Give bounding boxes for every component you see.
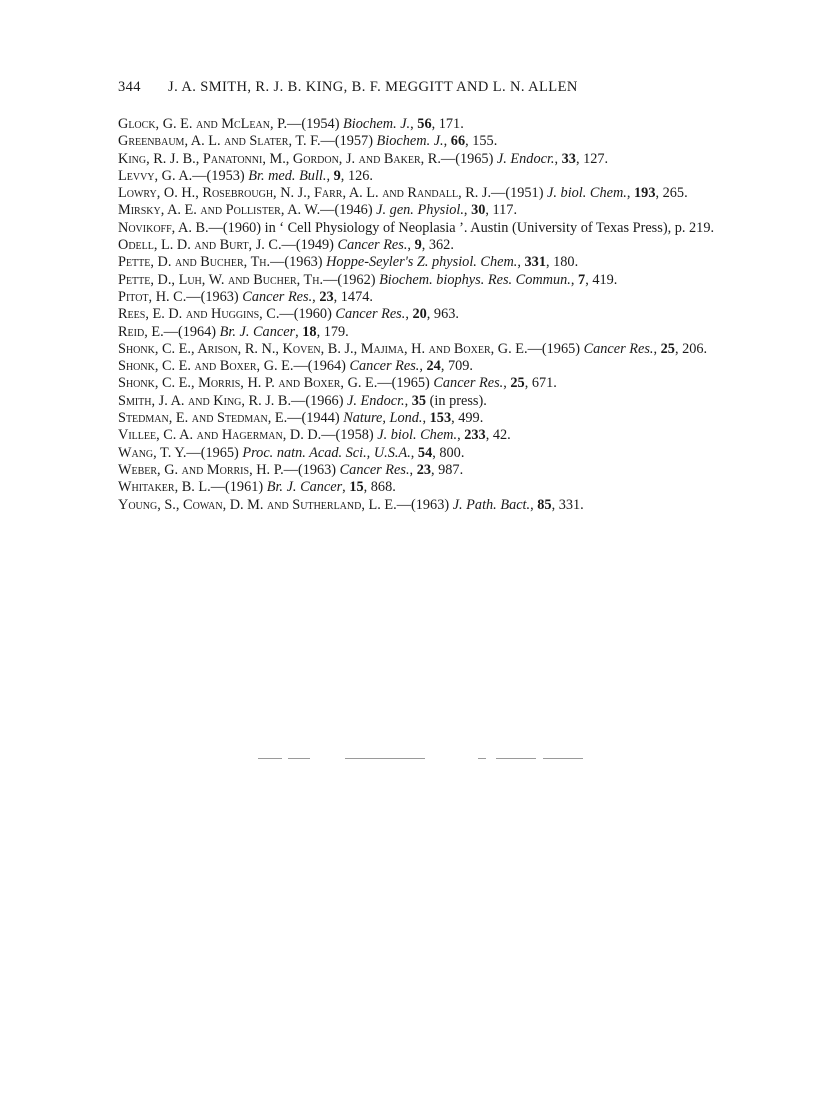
reference-year: —(1963): [396, 496, 453, 513]
reference-entry: [118, 497, 730, 514]
reference-separator: ,: [503, 375, 511, 392]
reference-pages: , 265.: [655, 185, 688, 202]
reference-author: Villee, C. A. and Hagerman, D. D.: [118, 427, 322, 444]
footer-rule-segment: [345, 758, 425, 759]
reference-pages: , 800.: [432, 444, 465, 461]
reference-pages: (in press).: [426, 392, 487, 409]
reference-year: —(1946): [320, 202, 377, 219]
reference-separator: ,: [530, 496, 538, 513]
reference-pages: , 179.: [316, 323, 349, 340]
reference-author: Shonk, C. E., Morris, H. P. and Boxer, G. E.: [118, 375, 378, 392]
reference-entry: [118, 410, 730, 427]
reference-separator: ,: [419, 358, 427, 375]
reference-year: —(1963): [283, 461, 340, 478]
reference-volume: 33: [561, 150, 576, 167]
reference-pages: , 206.: [674, 340, 708, 357]
reference-volume: 66: [450, 133, 466, 150]
reference-volume: 25: [660, 340, 675, 357]
reference-pages: , 499.: [451, 410, 484, 427]
reference-year: —(1963): [270, 254, 327, 271]
header-authors: J. A. SMITH, R. J. B. KING, B. F. MEGGITT AND L. N. ALLEN: [168, 79, 578, 95]
reference-journal: Cancer Res.: [583, 340, 654, 357]
reference-volume: 331: [524, 254, 546, 271]
footer-rule-segment: [258, 758, 282, 759]
reference-pages: , 126.: [340, 167, 373, 184]
reference-volume: 23: [416, 461, 431, 478]
reference-journal: Br. J. Cancer: [219, 323, 296, 340]
reference-pages: , 419.: [585, 271, 618, 288]
reference-author: Pitot, H. C.: [118, 288, 187, 305]
footer-rule-segment: [478, 758, 486, 759]
reference-separator: ,: [554, 150, 562, 167]
reference-author: Pette, D. and Bucher, Th.: [118, 254, 271, 271]
reference-author: Rees, E. D. and Huggins, C.: [118, 306, 280, 323]
reference-author: Shonk, C. E. and Boxer, G. E.: [118, 358, 294, 375]
reference-entry: [118, 341, 730, 358]
reference-author: Novikoff, A. B.: [118, 219, 209, 236]
reference-journal: J. Endocr.: [496, 150, 555, 167]
reference-separator: ,: [312, 288, 320, 305]
reference-separator: ,: [443, 133, 451, 150]
reference-entry: [118, 168, 730, 185]
reference-volume: 25: [510, 375, 525, 392]
reference-volume: 35: [411, 392, 427, 409]
reference-entry: [118, 133, 730, 150]
reference-volume: 233: [464, 427, 486, 444]
reference-author: Reid, E.: [118, 323, 164, 340]
reference-entry: [118, 445, 730, 462]
footer-rule-segment: [288, 758, 310, 759]
reference-author: Smith, J. A. and King, R. J. B.: [118, 392, 292, 409]
reference-separator: ,: [407, 237, 415, 254]
reference-year: —(1965): [186, 444, 243, 461]
reference-volume: 20: [412, 306, 427, 323]
reference-journal: Biochem. biophys. Res. Commun.: [379, 271, 571, 288]
reference-entry: [118, 324, 730, 341]
reference-journal: J. biol. Chem.: [377, 427, 458, 444]
reference-pages: , 1474.: [333, 288, 373, 305]
reference-separator: ,: [409, 461, 417, 478]
reference-pages: , 155.: [465, 133, 498, 150]
reference-volume: 56: [417, 116, 432, 132]
reference-year: —(1960) in ‘ Cell Physiology of Neoplasia ’. Austin (University of Texas Press), p. 219.: [208, 219, 715, 236]
reference-journal: Cancer Res.: [339, 461, 410, 478]
reference-year: —(1960): [279, 306, 336, 323]
reference-entry: [118, 427, 730, 444]
reference-entry: [118, 375, 730, 392]
reference-list: [118, 116, 730, 514]
reference-author: Glock, G. E. and McLean, P.: [118, 116, 288, 132]
reference-pages: , 180.: [545, 254, 579, 271]
reference-entry: [118, 306, 730, 323]
reference-journal: Cancer Res.: [433, 375, 504, 392]
reference-separator: ,: [517, 254, 525, 271]
reference-year: —(1964): [163, 323, 220, 340]
reference-author: Levvy, G. A.: [118, 167, 193, 184]
reference-separator: ,: [626, 185, 635, 202]
reference-year: —(1964): [293, 358, 350, 375]
reference-journal: Biochem. J.: [376, 133, 444, 150]
reference-volume: 54: [417, 444, 433, 461]
reference-separator: ,: [410, 116, 418, 132]
reference-volume: 18: [302, 323, 317, 340]
reference-author: Pette, D., Luh, W. and Bucher, Th.: [118, 271, 324, 288]
reference-journal: Cancer Res.: [242, 288, 313, 305]
reference-author: King, R. J. B., Panatonni, M., Gordon, J. and Baker, R.: [118, 150, 441, 167]
reference-pages: , 42.: [485, 427, 511, 444]
reference-entry: [118, 237, 730, 254]
reference-volume: 24: [426, 358, 441, 375]
reference-volume: 193: [634, 185, 656, 202]
reference-entry: [118, 393, 730, 410]
reference-year: —(1944): [287, 410, 344, 427]
reference-pages: , 963.: [426, 306, 459, 323]
reference-pages: , 331.: [551, 496, 584, 513]
reference-journal: Cancer Res.: [349, 358, 420, 375]
reference-pages: , 671.: [524, 375, 557, 392]
reference-pages: , 987.: [430, 461, 464, 478]
reference-year: —(1962): [323, 271, 380, 288]
reference-year: —(1957): [320, 133, 377, 150]
reference-author: Lowry, O. H., Rosebrough, N. J., Farr, A. L. and Randall, R. J.: [118, 185, 492, 202]
reference-separator: ,: [457, 427, 465, 444]
reference-entry: [118, 151, 730, 168]
reference-separator: ,: [326, 167, 334, 184]
running-header: [118, 79, 738, 96]
reference-author: Wang, T. Y.: [118, 444, 187, 461]
reference-author: Young, S., Cowan, D. M. and Sutherland, L. E.: [118, 496, 397, 513]
reference-separator: ,: [342, 479, 350, 496]
reference-separator: ,: [422, 410, 430, 427]
reference-separator: ,: [295, 323, 303, 340]
reference-journal: Hoppe-Seyler's Z. physiol. Chem.: [326, 254, 518, 271]
reference-separator: ,: [410, 444, 418, 461]
reference-author: Mirsky, A. E. and Pollister, A. W.: [118, 202, 321, 219]
reference-volume: 23: [319, 288, 334, 305]
page-number: 344: [118, 79, 141, 95]
reference-year: —(1953): [192, 167, 249, 184]
reference-journal: J. biol. Chem.: [547, 185, 627, 202]
reference-year: —(1965): [527, 340, 584, 357]
reference-entry: [118, 479, 730, 496]
reference-entry: [118, 202, 730, 219]
reference-journal: Br. med. Bull.: [248, 167, 327, 184]
footer-rule-segment: [543, 758, 583, 759]
reference-author: Shonk, C. E., Arison, R. N., Koven, B. J., Majima, H. and Boxer, G. E.: [118, 340, 528, 357]
reference-volume: 15: [349, 479, 364, 496]
reference-journal: J. Path. Bact.: [452, 496, 531, 513]
reference-journal: J. gen. Physiol.: [376, 202, 464, 219]
reference-entry: [118, 358, 730, 375]
reference-journal: Br. J. Cancer: [266, 479, 343, 496]
reference-year: —(1965): [377, 375, 434, 392]
reference-year: —(1961): [210, 479, 267, 496]
reference-volume: 9: [333, 167, 341, 184]
reference-volume: 30: [471, 202, 486, 219]
reference-separator: ,: [570, 271, 579, 288]
reference-year: —(1966): [291, 392, 348, 409]
reference-year: —(1958): [321, 427, 378, 444]
reference-pages: , 362.: [421, 237, 454, 254]
reference-separator: ,: [463, 202, 472, 219]
reference-year: —(1954): [287, 116, 344, 132]
reference-entry: [118, 185, 730, 202]
reference-author: Odell, L. D. and Burt, J. C.: [118, 237, 282, 254]
reference-separator: ,: [653, 340, 661, 357]
reference-separator: ,: [405, 306, 413, 323]
reference-pages: , 127.: [575, 150, 609, 167]
reference-journal: Proc. natn. Acad. Sci., U.S.A.: [242, 444, 411, 461]
reference-author: Stedman, E. and Stedman, E.: [118, 410, 288, 427]
reference-year: —(1963): [186, 288, 243, 305]
reference-entry: [118, 462, 730, 479]
reference-entry: [118, 220, 730, 237]
reference-volume: 153: [429, 410, 452, 427]
reference-pages: , 171.: [431, 116, 464, 132]
reference-entry: [118, 254, 730, 271]
reference-journal: Nature, Lond.: [343, 410, 423, 427]
reference-author: Greenbaum, A. L. and Slater, T. F.: [118, 133, 321, 150]
reference-volume: 7: [578, 271, 586, 288]
reference-journal: J. Endocr.: [347, 392, 405, 409]
reference-year: —(1951): [491, 185, 548, 202]
reference-author: Weber, G. and Morris, H. P.: [118, 461, 284, 478]
reference-year: —(1965): [440, 150, 497, 167]
reference-pages: , 868.: [363, 479, 396, 496]
reference-pages: , 117.: [485, 202, 518, 219]
reference-volume: 9: [414, 237, 422, 254]
reference-journal: Cancer Res.: [337, 237, 408, 254]
reference-journal: Biochem. J.: [343, 116, 411, 132]
reference-entry: [118, 289, 730, 306]
reference-separator: ,: [404, 392, 412, 409]
reference-pages: , 709.: [440, 358, 473, 375]
reference-entry: [118, 272, 730, 289]
footer-rule-segment: [496, 758, 536, 759]
reference-year: —(1949): [281, 237, 338, 254]
reference-author: Whitaker, B. L.: [118, 479, 211, 496]
reference-journal: Cancer Res.: [335, 306, 406, 323]
reference-entry: [118, 116, 730, 133]
reference-volume: 85: [537, 496, 552, 513]
